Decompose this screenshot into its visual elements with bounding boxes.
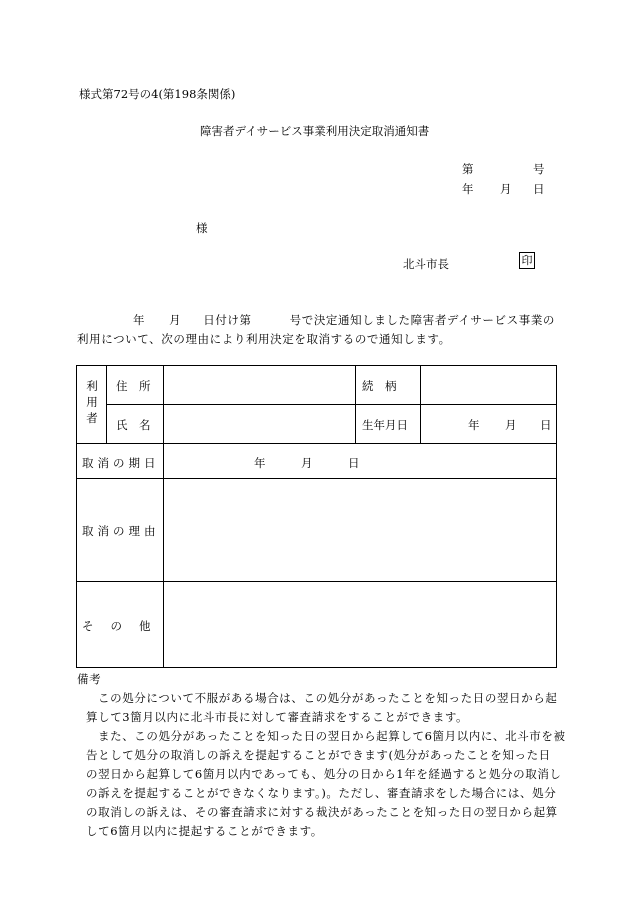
intro-rest: 号で決定通知しました障害者デイサービス事業の [289, 313, 556, 327]
notes-heading: 備考 [77, 672, 102, 686]
birth-year-label: 年 [468, 418, 480, 432]
number-prefix: 第 [462, 162, 474, 176]
birthdate-label: 生年月日 [362, 418, 408, 432]
other-label: その他 [82, 619, 168, 633]
cancel-date-label: 取消の期日 [82, 456, 160, 470]
relation-label: 続 柄 [362, 379, 397, 393]
notes-line-8: して6箇月以内に提起することができます。 [86, 824, 323, 838]
issuer-name: 北斗市長 [403, 257, 449, 271]
birth-day-label: 日 [540, 418, 552, 432]
intro-day-prefix: 日付け第 [203, 313, 252, 327]
cancel-year-label: 年 [254, 456, 266, 470]
intro-line-1 [77, 312, 557, 328]
user-group-char-3: 者 [86, 411, 98, 425]
date-month-label: 月 [500, 182, 512, 196]
notes-line-3: また、この処分があったことを知った日の翌日から起算して6箇月以内に、北斗市を被 [98, 729, 566, 743]
address-label: 住 所 [116, 379, 151, 393]
reason-label: 取消の理由 [82, 524, 160, 538]
document-title: 障害者デイサービス事業利用決定取消通知書 [200, 124, 430, 138]
cancel-month-label: 月 [301, 456, 313, 470]
notes-line-6: の訴えを提起することができなくなります。)。ただし、審査請求をした場合には、処分 [86, 786, 557, 800]
intro-year: 年 [133, 313, 146, 327]
notes-line-7: の取消しの訴えは、その審査請求に対する裁決があったことを知った日の翌日から起算 [86, 805, 558, 819]
date-year-label: 年 [462, 182, 474, 196]
number-suffix: 号 [533, 162, 545, 176]
user-group-char-2: 用 [86, 395, 98, 409]
intro-month: 月 [169, 313, 182, 327]
addressee-suffix: 様 [196, 221, 208, 235]
seal-mark: 印 [519, 252, 535, 269]
notes-line-1: この処分について不服がある場合は、この処分があったことを知った日の翌日から起 [98, 691, 558, 705]
date-day-label: 日 [533, 182, 545, 196]
intro-line-2: 利用について、次の理由により利用決定を取消するので通知します。 [77, 332, 451, 346]
notes-line-5: の翌日から起算して6箇月以内であっても、処分の日から1年を経過すると処分の取消し [86, 767, 562, 781]
user-group-label [85, 378, 99, 426]
notes-line-2: 算して3箇月以内に北斗市長に対して審査請求をすることができます。 [86, 710, 469, 724]
form-number: 様式第72号の4(第198条関係) [79, 87, 236, 101]
name-label: 氏 名 [116, 418, 151, 432]
birth-month-label: 月 [505, 418, 517, 432]
user-group-char-1: 利 [86, 379, 98, 393]
cancel-day-label: 日 [348, 456, 360, 470]
notes-line-4: 告として処分の取消しの訴えを提起することができます(処分があったことを知った日 [86, 748, 551, 762]
